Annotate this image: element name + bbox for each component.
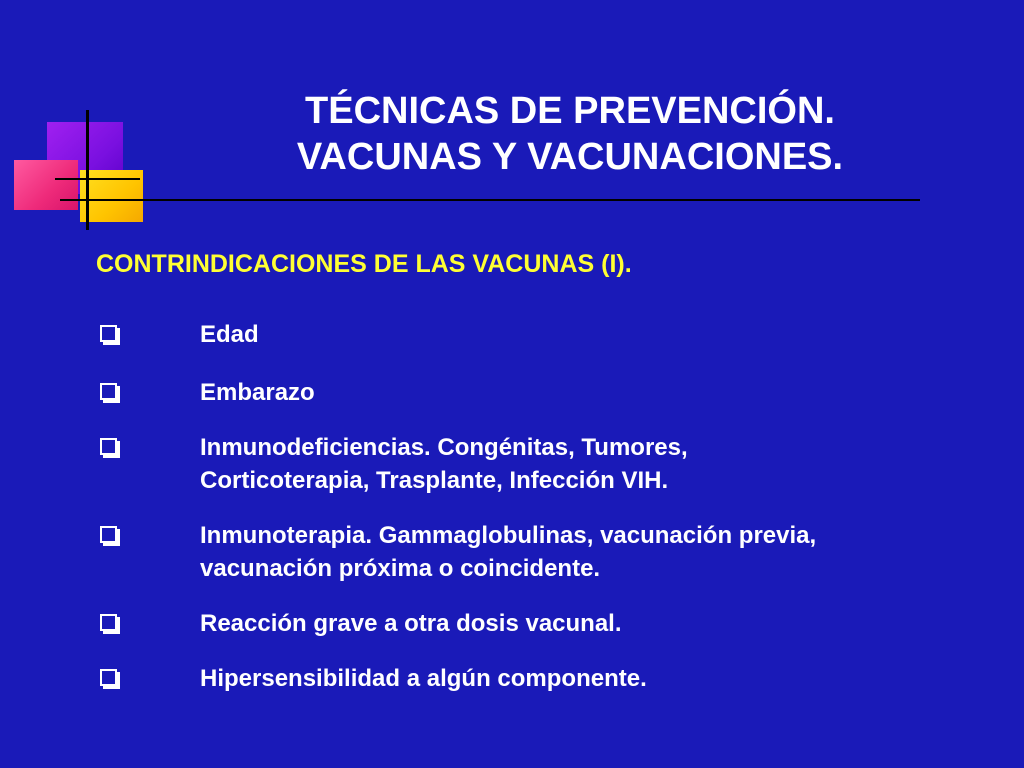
list-item-text: Inmunodeficiencias. Congénitas, Tumores, Corticoterapia, Trasplante, Infección VIH. [200,434,688,494]
checkbox-square-icon [100,526,117,543]
contraindications-list [96,318,976,695]
list-item-inmunodeficiencias [96,431,976,497]
list-item-text: Reacción grave a otra dosis vacunal. [200,610,622,637]
list-item-text: Edad [200,321,259,348]
title-line-2: VACUNAS Y VACUNACIONES. [296,136,844,178]
list-item-text: Hipersensibilidad a algún componente. [200,665,647,692]
checkbox-square-icon [100,325,117,342]
list-item-embarazo [96,376,976,409]
list-item-reaccion [96,607,976,640]
list-item-hipersensibilidad [96,662,976,695]
slide-subtitle: CONTRINDICACIONES DE LAS VACUNAS (I). [96,250,632,278]
checkbox-square-icon [100,383,117,400]
checkbox-square-icon [100,438,117,455]
decorative-squares [0,0,160,240]
slide-title [200,88,940,180]
short-horizontal-rule [55,178,140,180]
title-underline-rule [60,199,920,201]
list-item-text: Inmunoterapia. Gammaglobulinas, vacunación previa, vacunación próxima o coincidente. [200,522,817,582]
list-item-text: Embarazo [200,379,315,406]
list-item-edad [96,318,976,351]
checkbox-square-icon [100,614,117,631]
pink-square [14,160,78,210]
vertical-rule [86,110,89,230]
title-line-1: TÉCNICAS DE PREVENCIÓN. [305,90,835,132]
list-item-inmunoterapia [96,519,976,585]
checkbox-square-icon [100,669,117,686]
